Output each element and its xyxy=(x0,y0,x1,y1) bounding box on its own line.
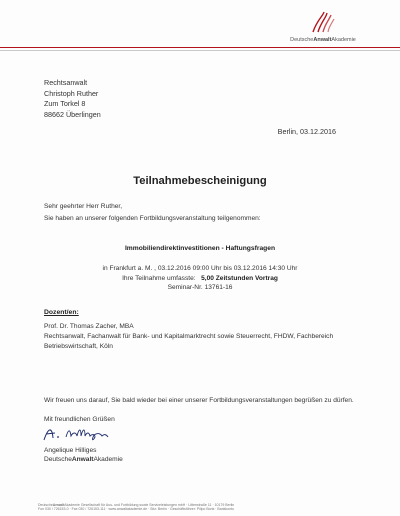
duration-label: Ihre Teilnahme umfasste: xyxy=(122,274,196,282)
recipient-address xyxy=(44,78,101,120)
company-footer xyxy=(38,503,368,512)
lecturer-heading: Dozent/en: xyxy=(44,309,79,316)
event-duration xyxy=(0,274,400,284)
header-rule-red xyxy=(0,47,400,48)
logo-wordmark: DeutscheAnwaltAkademie xyxy=(290,37,356,43)
footer-line-1: DeutscheAnwaltAkademie Gesellschaft für Aus- und Fortbildung sowie Serviceleistungen mbH · Littenstraße 11 · 10179 Berlin xyxy=(38,503,235,507)
salutation-text: Sie haben an unserer folgenden Fortbildungsveranstaltung teilgenommen: xyxy=(44,214,261,222)
closing-regards: Mit freundlichen Grüßen xyxy=(44,416,115,423)
recipient-city: 88662 Überlingen xyxy=(44,109,101,119)
footer-line-2: Fon 030 / 726153-0 · Fax 030 / 726153-111 · www.anwaltakademie.de · Sitz: Berlin · Geschäftsführer: Pilipo Bonk · Bankkonto xyxy=(38,507,234,512)
handwritten-signature xyxy=(40,422,150,444)
event-location-time: in Frankfurt a. M. , 03.12.2016 09:00 Uhr bis 03.12.2016 14:30 Uhr xyxy=(102,265,298,272)
duration-value: 5,00 Zeitstunden Vortrag xyxy=(201,274,278,282)
signer-organization: DeutscheAnwaltAkademie xyxy=(44,456,123,464)
recipient-title: Rechtsanwalt xyxy=(44,78,88,87)
seminar-number: Seminar-Nr. 13761-16 xyxy=(167,284,233,292)
recipient-street: Zum Torkel 8 xyxy=(44,99,86,109)
document-title: Teilnahmebescheinigung xyxy=(133,175,267,187)
header-rule-grey xyxy=(0,50,400,51)
lecturer-info xyxy=(44,322,364,353)
recipient-name: Christoph Ruther xyxy=(44,88,99,98)
logo-mark-icon xyxy=(310,10,336,36)
salutation xyxy=(44,201,261,224)
closing-text: Wir freuen uns darauf, Sie bald wieder bei einer unserer Fortbildungsveranstaltungen begrüßen zu dürfen. xyxy=(44,397,354,404)
signer-name: Angelique Hilliges xyxy=(44,447,97,454)
event-name: Immobiliendirektinvestitionen - Haftungsfragen xyxy=(124,245,276,252)
letter-date: Berlin, 03.12.2016 xyxy=(277,127,336,136)
salutation-greeting: Sehr geehrter Herr Ruther, xyxy=(44,203,123,210)
company-logo xyxy=(280,10,366,43)
event-details xyxy=(0,264,400,293)
lecturer-description: Rechtsanwalt, Fachanwalt für Bank- und Kapitalmarktrecht sowie Steuerrecht, FHDW, Fachbereich Betriebswirtschaft, Köln xyxy=(44,333,334,351)
lecturer-name: Prof. Dr. Thomas Zacher, MBA xyxy=(44,323,134,330)
signer-block xyxy=(44,446,123,464)
